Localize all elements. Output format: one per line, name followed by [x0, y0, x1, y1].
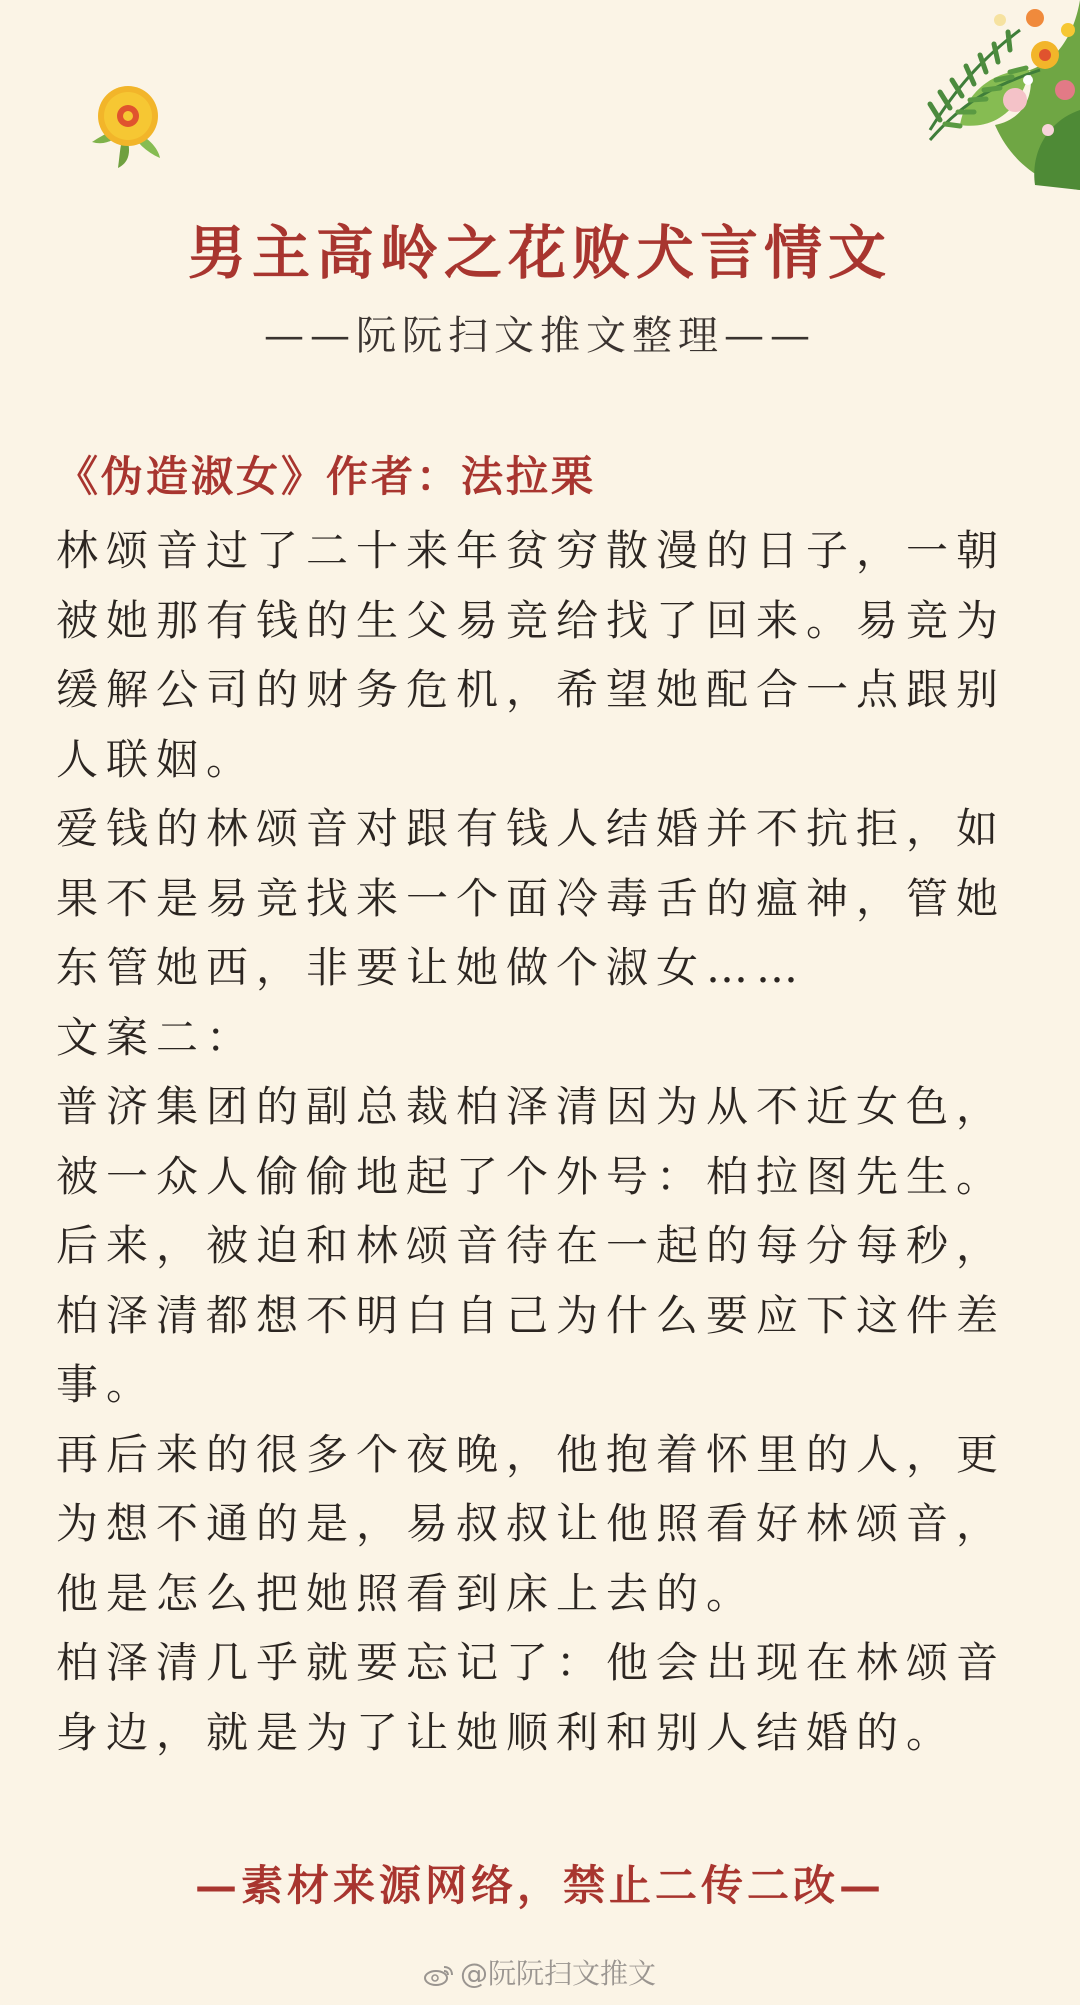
watermark-text: @阮阮扫文推文: [459, 1957, 656, 1990]
weibo-icon: [424, 1963, 454, 1987]
section-heading: 文案二：: [56, 1012, 257, 1062]
paragraph: 后来，被迫和林颂音待在一起的每分每秒，柏泽清都想不明白自己为什么要应下这件差事。: [56, 1221, 1007, 1409]
book-section: [56, 446, 1036, 1767]
paragraph: 普济集团的副总裁柏泽清因为从不近女色，被一众人偷偷地起了个外号：柏拉图先生。: [56, 1082, 1007, 1201]
paragraph: 林颂音过了二十来年贫穷散漫的日子，一朝被她那有钱的生父易竞给找了回来。易竞为缓解公司的财务危机，希望她配合一点跟别人联姻。: [56, 526, 1007, 784]
page-title: 男主高岭之花败犬言情文: [187, 219, 892, 287]
paragraph: 柏泽清几乎就要忘记了：他会出现在林颂音身边，就是为了让她顺利和别人结婚的。: [56, 1638, 1007, 1757]
paragraph: 再后来的很多个夜晚，他抱着怀里的人，更为想不通的是，易叔叔让他照看好林颂音，他是怎么把她照看到床上去的。: [56, 1429, 1007, 1618]
paragraph: 爱钱的林颂音对跟有钱人结婚并不抗拒，如果不是易竞找来一个面冷毒舌的瘟神，管她东管她西，非要让她做个淑女……: [56, 804, 1007, 992]
floral-corner-icon: [780, 0, 1080, 200]
sunflower-icon: [70, 70, 180, 170]
watermark: [0, 1956, 1080, 1992]
book-title: 《伪造淑女》作者：法拉栗: [56, 452, 597, 501]
page-subtitle: ——阮阮扫文推文整理——: [264, 313, 816, 359]
source-note: —素材来源网络，禁止二传二改—: [194, 1861, 885, 1910]
